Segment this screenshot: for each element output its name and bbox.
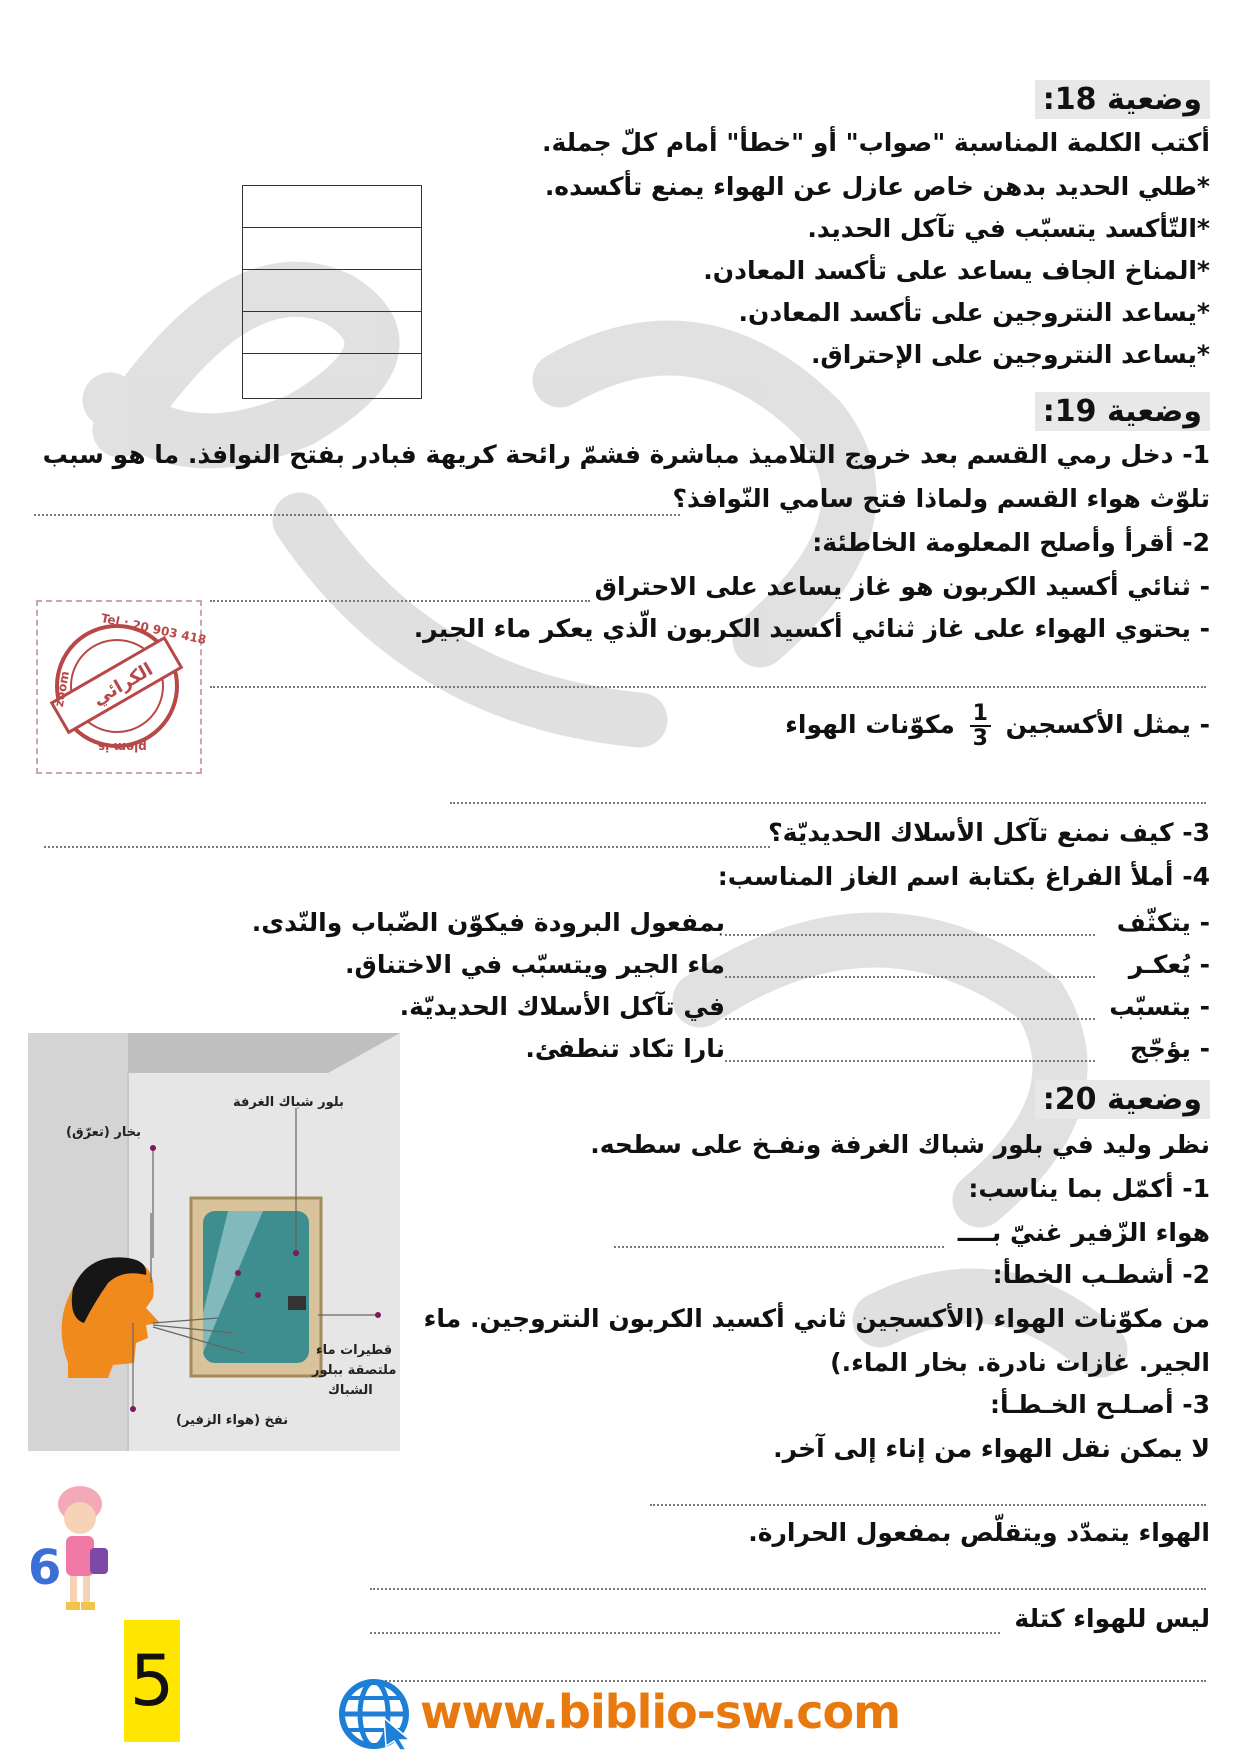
situation-19-heading: وضعية 19: <box>1035 392 1210 431</box>
fill-blank[interactable] <box>725 976 1095 978</box>
s20-question-1: 1- أكمّل بما يناسب: <box>968 1174 1210 1203</box>
s18-statement-4: *يساعد النتروجين على تأكسد المعادن. <box>738 298 1210 327</box>
stamp-bottom-text: plem is <box>98 740 147 754</box>
answer-line[interactable] <box>34 514 680 516</box>
fill-row-rest: في تآكل الأسلاك الحديديّة. <box>399 992 725 1021</box>
teacher-stamp <box>36 600 208 774</box>
grade-badge-number: 6 <box>28 1540 62 1596</box>
s20-question-1-line: هواء الزّفير غنيّ بــــ <box>957 1218 1210 1247</box>
answer-line[interactable] <box>370 1632 1000 1634</box>
s18-statement-2: *التّأكسد يتسبّب في تآكل الحديد. <box>807 214 1210 243</box>
s20-question-2: 2- أشطـب الخطأ: <box>992 1260 1210 1289</box>
fill-row-rest: بمفعول البرودة فيكوّن الضّباب والنّدى. <box>251 908 725 937</box>
answer-line[interactable] <box>614 1246 944 1248</box>
s18-statement-3: *المناخ الجاف يساعد على تأكسد المعادن. <box>703 256 1210 285</box>
label-window-glass: بلور شباك الغرفة <box>233 1095 344 1110</box>
s19-statement-a: - ثنائي أكسيد الكربون هو غاز يساعد على الاحتراق <box>594 572 1210 601</box>
s19-statement-b: - يحتوي الهواء على غاز ثنائي أكسيد الكربون الّذي يعكر ماء الجير. <box>413 614 1210 643</box>
answer-line[interactable] <box>450 802 1206 804</box>
fraction-denominator: 3 <box>972 726 988 752</box>
fill-blank[interactable] <box>725 934 1095 936</box>
s20-question-2-line-1: من مكوّنات الهواء (الأكسجين ثاني أكسيد الكربون النتروجين. ماء <box>423 1304 1210 1333</box>
fraction-numerator: 1 <box>970 702 991 727</box>
s19-statement-c <box>785 702 1210 750</box>
label-vapor: بخار (تعرّق) <box>66 1125 141 1140</box>
answer-line[interactable] <box>44 846 770 848</box>
fill-row-verb: - يؤجّج <box>1129 1034 1210 1063</box>
situation-18-heading: وضعية 18: <box>1035 80 1210 119</box>
s20-question-3: 3- أصـلـح الخـطـأ: <box>989 1390 1210 1419</box>
website-link[interactable]: www.biblio-sw.com <box>420 1685 901 1739</box>
situation-18-instruction: أكتب الكلمة المناسبة "صواب" أو "خطأ" أمام كلّ جملة. <box>541 128 1210 157</box>
fill-row-verb: - يتسبّب <box>1109 992 1210 1021</box>
answer-cell[interactable] <box>243 270 421 312</box>
fill-blank[interactable] <box>725 1018 1095 1020</box>
s20-statement-3c: ليس للهواء كتلة <box>1014 1604 1210 1633</box>
answer-line[interactable] <box>210 686 1206 688</box>
answer-line[interactable] <box>370 1680 1206 1682</box>
fraction-one-third <box>970 702 991 750</box>
girl-mascot-illustration <box>28 1478 118 1618</box>
s20-statement-3b: الهواء يتمدّد ويتقلّص بمفعول الحرارة. <box>748 1518 1210 1547</box>
answer-line[interactable] <box>650 1504 1206 1506</box>
s18-statement-1: *طلي الحديد بدهن خاص عازل عن الهواء يمنع تأكسده. <box>544 172 1210 201</box>
label-breath: نفخ (هواء الزفير) <box>176 1413 289 1428</box>
s19-question-3: 3- كيف نمنع تآكل الأسلاك الحديديّة؟ <box>768 818 1210 847</box>
fill-blank[interactable] <box>725 1060 1095 1062</box>
fill-row-verb: - يتكثّف <box>1116 908 1210 937</box>
statement-c-suffix: مكوّنات الهواء <box>785 710 955 740</box>
answer-cell[interactable] <box>243 228 421 270</box>
s19-question-2: 2- أقرأ وأصلح المعلومة الخاطئة: <box>812 528 1210 557</box>
s20-statement-3a: لا يمكن نقل الهواء من إناء إلى آخر. <box>773 1434 1210 1463</box>
fill-row-verb: - يُعكـر <box>1128 950 1210 979</box>
label-drops-1: قطيرات ماء <box>316 1343 393 1358</box>
fill-row-rest: نارا تكاد تنطفئ. <box>525 1034 725 1063</box>
s18-statement-5: *يساعد النتروجين على الإحتراق. <box>810 340 1210 369</box>
answer-cell[interactable] <box>243 186 421 228</box>
page-number: 5 <box>124 1620 180 1742</box>
answer-cell[interactable] <box>243 312 421 354</box>
s19-question-4: 4- أملأ الفراغ بكتابة اسم الغاز المناسب: <box>717 862 1210 891</box>
true-false-answer-grid <box>242 185 422 399</box>
stamp-tel: Tel : 20 903 418 <box>99 611 208 647</box>
stamp-side-text: zoom <box>51 670 73 708</box>
statement-c-prefix: - يمثل الأكسجين <box>1005 710 1210 740</box>
globe-icon <box>336 1678 416 1750</box>
s19-question-1-line-1: 1- دخل رمي القسم بعد خروج التلاميذ مباشرة فشمّ رائحة كريهة فبادر بفتح النوافذ. ما هو سبب <box>42 440 1210 469</box>
s20-question-2-line-2: الجير. غازات نادرة. بخار الماء.) <box>830 1348 1210 1377</box>
answer-cell[interactable] <box>243 354 421 395</box>
answer-line[interactable] <box>370 1588 1206 1590</box>
stamp-name: الكرائي <box>89 658 157 711</box>
situation-20-heading: وضعية 20: <box>1035 1080 1210 1119</box>
window-breath-illustration <box>28 1033 400 1451</box>
label-drops-3: الشباك <box>328 1383 373 1398</box>
answer-line[interactable] <box>210 600 590 602</box>
label-drops-2: ملتصقة ببلور <box>312 1363 397 1378</box>
fill-row-rest: ماء الجير ويتسبّب في الاختناق. <box>345 950 725 979</box>
s20-intro: نظر وليد في بلور شباك الغرفة ونفـخ على سطحه. <box>590 1130 1210 1159</box>
s19-question-1-line-2: تلوّث هواء القسم ولماذا فتح سامي النّوافذ؟ <box>672 484 1210 513</box>
